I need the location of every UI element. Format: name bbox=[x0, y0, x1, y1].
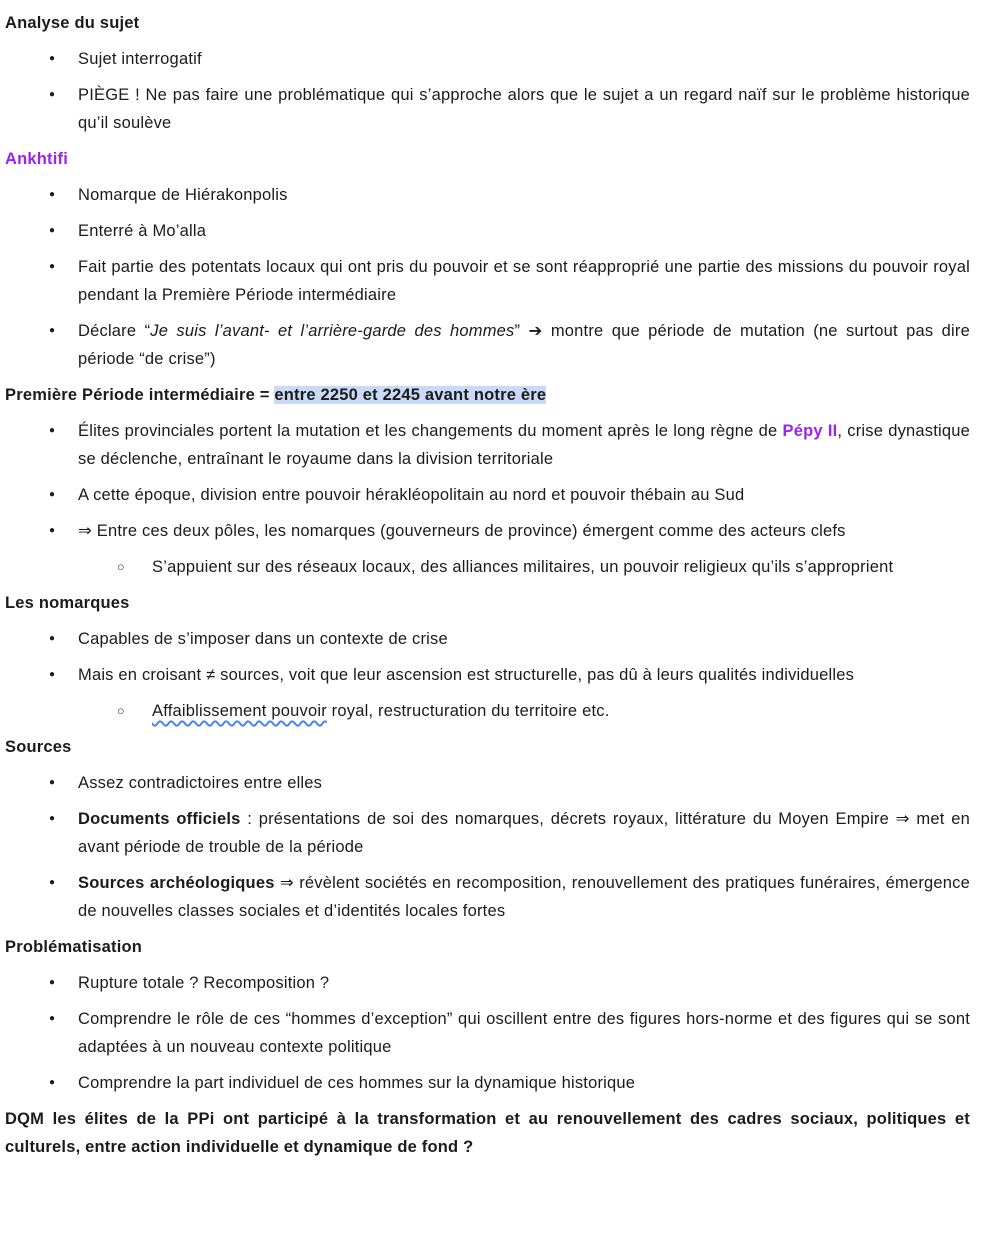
bullet-text: ⇒ Entre ces deux pôles, les nomarques (gouverneurs de province) émergent comme des acteurs clefs bbox=[78, 522, 846, 540]
bullet-dot-icon: ● bbox=[49, 525, 56, 536]
bullet-dot-icon: ● bbox=[49, 489, 56, 500]
bullet-text: PIÈGE ! Ne pas faire une problématique qui s’approche alors que le sujet a un regard naïf sur le problème historique qu’il soulève bbox=[78, 86, 970, 132]
heading-text: Sources bbox=[5, 738, 72, 756]
bullet-item-elites-provinciales bbox=[5, 417, 970, 473]
bullet-item bbox=[5, 81, 970, 137]
bullet-text: Sujet interrogatif bbox=[78, 50, 202, 68]
bullet-item-declare-citation bbox=[5, 317, 970, 373]
bullet-item-sources-archeologiques bbox=[5, 869, 970, 925]
heading-text: Problématisation bbox=[5, 938, 143, 956]
heading-problematisation bbox=[5, 933, 970, 961]
bullet-item bbox=[5, 769, 970, 797]
bullet-dot-icon: ● bbox=[49, 53, 56, 64]
bullet-item bbox=[5, 661, 970, 689]
bullet-dot-icon: ● bbox=[49, 89, 56, 100]
bullet-dot-icon: ● bbox=[49, 189, 56, 200]
bullet-dot-icon: ● bbox=[49, 425, 56, 436]
bullet-text: ” ➔ montre que période de mutation (ne surtout pas dire période “de crise”) bbox=[78, 322, 970, 368]
bullet-item bbox=[5, 625, 970, 653]
citation-italic-text: Je suis l’avant- et l’arrière-garde des hommes bbox=[150, 322, 515, 340]
bullet-bold-lead: Sources archéologiques bbox=[78, 874, 275, 892]
bullet-item bbox=[5, 969, 970, 997]
bullet-dot-icon: ● bbox=[49, 813, 56, 824]
bullet-text: Comprendre le rôle de ces “hommes d’exception” qui oscillent entre des figures hors-norme et des figures qui se sont adaptées à un nouveau contexte politique bbox=[78, 1010, 970, 1056]
bullet-dot-icon: ● bbox=[49, 669, 56, 680]
heading-analyse-du-sujet bbox=[5, 9, 970, 37]
bullet-text: Fait partie des potentats locaux qui ont pris du pouvoir et se sont réapproprié une partie des missions du pouvoir royal pendant la Première Période intermédiaire bbox=[78, 258, 970, 304]
bullet-item bbox=[5, 253, 970, 309]
bullet-text: ⇒ révèlent sociétés en recomposition, renouvellement des pratiques funéraires, émergence de nouvelles classes sociales et d’identités locales fortes bbox=[78, 874, 970, 920]
heading-ankhtifi bbox=[5, 145, 970, 173]
bullet-dot-icon: ● bbox=[49, 1077, 56, 1088]
heading-text: Ankhtifi bbox=[5, 150, 69, 168]
bullet-text: : présentations de soi des nomarques, décrets royaux, littérature du Moyen Empire ⇒ met en avant période de trouble de la période bbox=[78, 810, 970, 856]
bullet-dot-icon: ● bbox=[49, 877, 56, 888]
heading-text: Les nomarques bbox=[5, 594, 130, 612]
bullet-text: Élites provinciales portent la mutation et les changements du moment après le long règne de bbox=[78, 422, 783, 440]
bullet-text: , crise dynastique se déclenche, entraînant le royaume dans la division territoriale bbox=[78, 422, 971, 468]
pepy-ii-link-text: Pépy II bbox=[782, 422, 838, 440]
bullet-dot-icon: ● bbox=[49, 633, 56, 644]
bullet-item bbox=[5, 1069, 970, 1097]
bullet-item bbox=[5, 481, 970, 509]
bullet-text: Enterré à Mo’alla bbox=[78, 222, 207, 240]
bullet-dot-icon: ● bbox=[49, 261, 56, 272]
bullet-item bbox=[5, 45, 970, 73]
bullet-text: Comprendre la part individuel de ces hommes sur la dynamique historique bbox=[78, 1074, 636, 1092]
heading-les-nomarques bbox=[5, 589, 970, 617]
bullet-item bbox=[5, 517, 970, 545]
sub-bullet-item bbox=[5, 553, 970, 581]
heading-sources bbox=[5, 733, 970, 761]
heading-text: Première Période intermédiaire = bbox=[5, 386, 275, 404]
spellcheck-underlined-text: Affaiblissement pouvoir bbox=[152, 702, 327, 720]
bullet-item-documents-officiels bbox=[5, 805, 970, 861]
bullet-dot-icon: ● bbox=[49, 977, 56, 988]
bullet-text: Mais en croisant ≠ sources, voit que leur ascension est structurelle, pas dû à leurs qualités individuelles bbox=[78, 666, 855, 684]
paragraph-problematique-dqm bbox=[5, 1105, 970, 1161]
bullet-circle-icon: ○ bbox=[117, 704, 125, 718]
highlighted-date-range: entre 2250 et 2245 avant notre ère bbox=[274, 386, 547, 404]
heading-ppi-definition bbox=[5, 381, 970, 409]
bullet-text: A cette époque, division entre pouvoir hérakléopolitain au nord et pouvoir thébain au Sud bbox=[78, 486, 745, 504]
bullet-dot-icon: ● bbox=[49, 1013, 56, 1024]
bullet-text: Déclare “ bbox=[78, 322, 151, 340]
bullet-text: S’appuient sur des réseaux locaux, des alliances militaires, un pouvoir religieux qu’ils s’approprient bbox=[152, 558, 894, 576]
sub-bullet-item-spellcheck bbox=[5, 697, 970, 725]
bullet-item bbox=[5, 1005, 970, 1061]
bullet-text: Rupture totale ? Recomposition ? bbox=[78, 974, 330, 992]
bullet-text: royal, restructuration du territoire etc. bbox=[326, 702, 610, 720]
bullet-text: Assez contradictoires entre elles bbox=[78, 774, 323, 792]
heading-text: Analyse du sujet bbox=[5, 14, 140, 32]
bullet-text: Nomarque de Hiérakonpolis bbox=[78, 186, 288, 204]
bullet-item bbox=[5, 217, 970, 245]
bullet-item bbox=[5, 181, 970, 209]
bullet-dot-icon: ● bbox=[49, 325, 56, 336]
bullet-dot-icon: ● bbox=[49, 225, 56, 236]
bullet-dot-icon: ● bbox=[49, 777, 56, 788]
bullet-circle-icon: ○ bbox=[117, 560, 125, 574]
paragraph-text: DQM les élites de la PPi ont participé à la transformation et au renouvellement des cadres sociaux, politiques et culturels, entre action individuelle et dynamique de fond ? bbox=[5, 1110, 970, 1156]
bullet-bold-lead: Documents officiels bbox=[78, 810, 241, 828]
bullet-text: Capables de s’imposer dans un contexte de crise bbox=[78, 630, 448, 648]
